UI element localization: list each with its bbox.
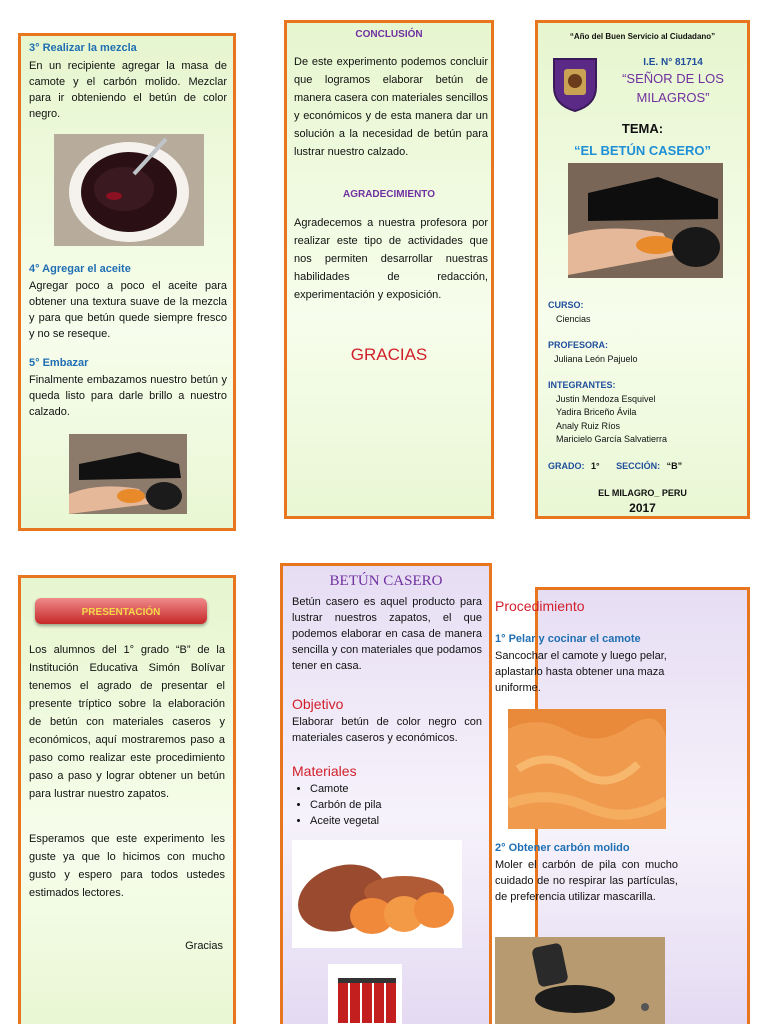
year: 2017 — [629, 501, 656, 515]
presentacion-banner — [35, 598, 207, 624]
proc-step1-title: 1° Pelar y cocinar el camote — [495, 633, 641, 645]
proc-step2-text: Moler el carbón de pila con mucho cuidado de no respirar las partículas, de preferencia utilizar mascarilla. — [495, 859, 678, 903]
step5-title: 5° Embazar — [29, 357, 89, 369]
integrantes-label: INTEGRANTES: — [548, 380, 616, 390]
shoe-cover-photo — [568, 163, 723, 278]
proc-step2-title: 2° Obtener carbón molido — [495, 842, 630, 854]
tema-value: “EL BETÚN CASERO” — [574, 143, 711, 158]
curso-value: Ciencias — [556, 314, 591, 324]
shoe-shining-photo — [69, 434, 187, 514]
panel-cover — [535, 20, 750, 519]
school-name: “SEÑOR DE LOS MILAGROS” — [622, 71, 724, 105]
school-code: I.E. N° 81714 — [643, 57, 703, 68]
gracias-text: GRACIAS — [350, 345, 428, 364]
mashed-sweet-potato-photo — [508, 709, 666, 829]
proc-step1-text: Sancochar el camote y luego pelar, aplastarlo hasta obtener una maza uniforme. — [495, 650, 667, 694]
material-item: • Carbón de pila — [310, 797, 482, 813]
grado-row — [548, 460, 682, 473]
panel-conclusion — [284, 20, 494, 519]
betun-title: BETÚN CASERO — [329, 573, 443, 589]
seccion-value: “B” — [666, 461, 683, 471]
material-item: • Camote — [310, 781, 482, 797]
seccion-label: SECCIÓN: — [616, 461, 661, 471]
step3-title: 3° Realizar la mezcla — [29, 42, 137, 54]
panel-steps-3-5 — [18, 33, 236, 531]
objetivo-text: Elaborar betún de color negro con materiales caseros y económicos. — [292, 716, 482, 744]
presentacion-para2: Esperamos que este experimento les guste ya que lo hicimos con mucho gusto y espero para todos ustedes estimados lectores. — [29, 833, 225, 899]
school-shield-logo — [552, 55, 598, 113]
conclusion-text: De este experimento podemos concluir que logramos elaborar betún de manera casera con materiales sencillos y económicos y de esta manera dar un solución a la necesidad de betún para lustrar nuestro calzado. — [294, 56, 488, 158]
thanks-text: Agradecemos a nuestra profesora por realizar este tipo de actividades que nos permiten desarrollar nuestras habilidades de redacción, experimentación y exposición. — [294, 217, 488, 301]
integrante-4: Maricielo García Salvatierra — [556, 434, 668, 444]
step3-text: En un recipiente agregar la masa de camote y el carbón molido. Mezclar para ir obteniendo el betún de color negro. — [29, 60, 227, 120]
integrante-2: Yadira Briceño Ávila — [556, 407, 637, 417]
grado-value: 1° — [591, 461, 600, 471]
conclusion-title: CONCLUSIÓN — [355, 29, 423, 40]
material-item: • Aceite vegetal — [310, 813, 482, 829]
curso-label: CURSO: — [548, 300, 584, 310]
ground-carbon-photo — [495, 937, 665, 1024]
materiales-title: Materiales — [292, 763, 357, 779]
presentacion-gracias: Gracias — [185, 940, 223, 952]
objetivo-title: Objetivo — [292, 696, 344, 712]
profesora-label: PROFESORA: — [548, 340, 609, 350]
grado-label: GRADO: — [548, 461, 585, 471]
integrante-3: Analy Ruiz Ríos — [556, 421, 621, 431]
panel-presentacion — [18, 575, 236, 1024]
procedimiento-content — [490, 590, 755, 1024]
mixing-bowl-photo — [54, 134, 204, 246]
presentacion-label: PRESENTACIÓN — [81, 607, 161, 618]
batteries-photo — [328, 964, 402, 1027]
place: EL MILAGRO_ PERU — [598, 488, 687, 498]
procedimiento-title: Procedimiento — [495, 598, 585, 614]
tema-label: TEMA: — [621, 121, 664, 136]
integrante-1: Justin Mendoza Esquivel — [556, 394, 656, 404]
step4-text: Agregar poco a poco el aceite para obtener una textura suave de la mezcla y para que betún quede siempre fresco y no se reseque. — [29, 280, 227, 340]
thanks-title: AGRADECIMIENTO — [342, 189, 436, 200]
presentacion-para1: Los alumnos del 1° grado “B” de la Institución Educativa Simón Bolívar tenemos el agrado de presentar el presente tríptico sobre la elaboración de betún con materiales caseros y económicos, aquí mostraremos paso a paso como realizar este procedimiento paso a paso y lograr obtener un betún para lustrar nuestro zapatos. — [29, 644, 225, 800]
panel-betun-casero — [280, 563, 492, 1024]
materiales-list — [292, 781, 482, 829]
year-motto: “Año del Buen Servicio al Ciudadano” — [569, 32, 716, 41]
step5-text: Finalmente embazamos nuestro betún y queda listo para darle brillo a nuestro calzado. — [29, 374, 227, 418]
step4-title: 4° Agregar el aceite — [29, 263, 131, 275]
sweet-potato-photo — [292, 840, 462, 948]
profesora-value: Juliana León Pajuelo — [554, 354, 638, 364]
betun-intro: Betún casero es aquel producto para lustrar nuestros zapatos, el que podemos elaborar en casa de manera sencilla y con materiales que podamos tener en casa. — [292, 596, 482, 672]
